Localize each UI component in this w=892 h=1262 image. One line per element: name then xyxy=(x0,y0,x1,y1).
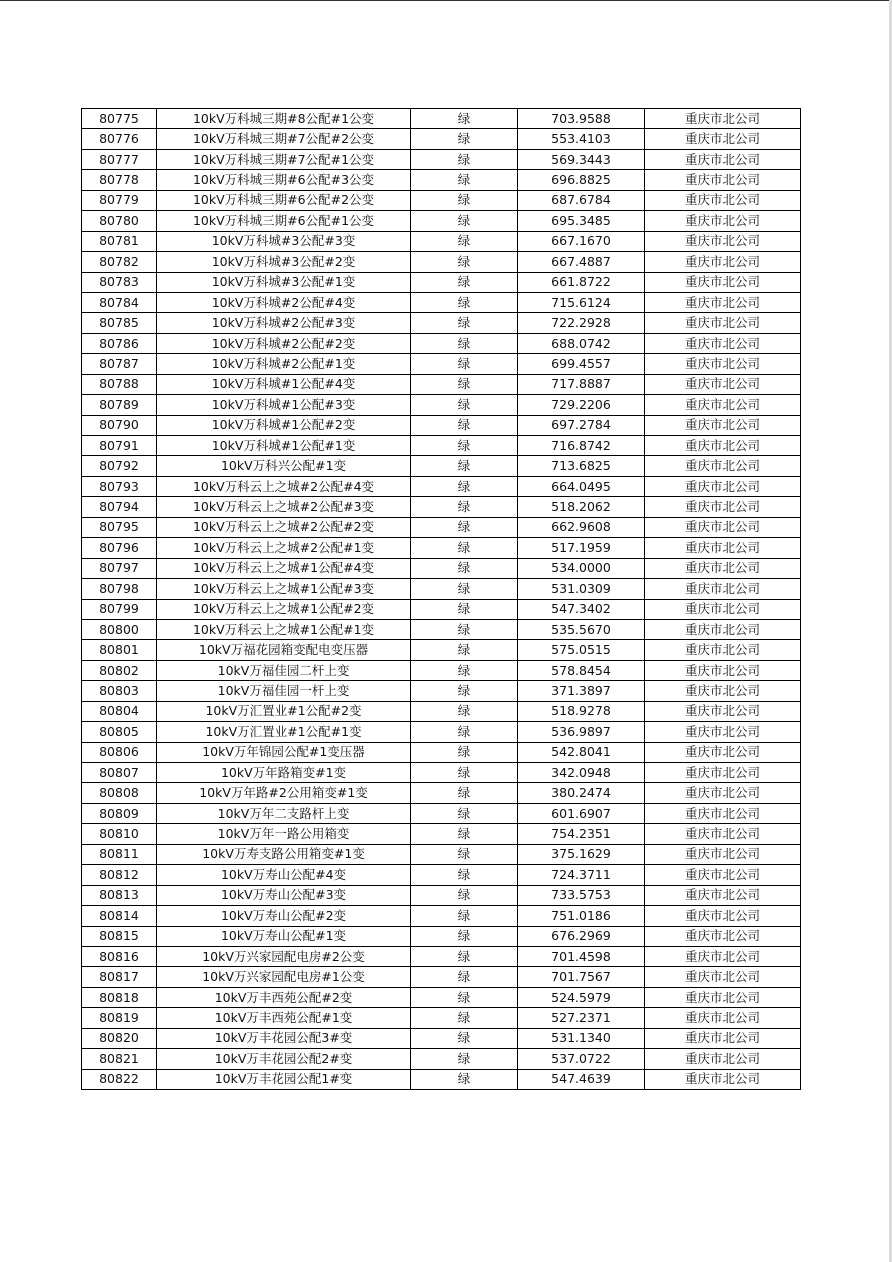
status-color-cell: 绿 xyxy=(411,803,518,823)
transformer-name-cell: 10kV万科云上之城#1公配#4变 xyxy=(157,558,411,578)
row-id-cell: 80775 xyxy=(82,109,157,129)
transformer-name-cell: 10kV万丰花园公配1#变 xyxy=(157,1069,411,1089)
company-cell: 重庆市北公司 xyxy=(645,1069,801,1089)
status-color-cell: 绿 xyxy=(411,579,518,599)
company-cell: 重庆市北公司 xyxy=(645,252,801,272)
table-row xyxy=(82,292,801,312)
transformer-name-cell: 10kV万福佳园一杆上变 xyxy=(157,681,411,701)
table-row xyxy=(82,436,801,456)
transformer-name-cell: 10kV万汇置业#1公配#1变 xyxy=(157,722,411,742)
row-id-cell: 80786 xyxy=(82,333,157,353)
company-cell: 重庆市北公司 xyxy=(645,681,801,701)
table-row xyxy=(82,660,801,680)
table-row xyxy=(82,987,801,1007)
status-color-cell: 绿 xyxy=(411,456,518,476)
company-cell: 重庆市北公司 xyxy=(645,292,801,312)
company-cell: 重庆市北公司 xyxy=(645,701,801,721)
value-cell: 342.0948 xyxy=(518,763,645,783)
value-cell: 688.0742 xyxy=(518,333,645,353)
row-id-cell: 80790 xyxy=(82,415,157,435)
company-cell: 重庆市北公司 xyxy=(645,783,801,803)
table-row xyxy=(82,906,801,926)
row-id-cell: 80791 xyxy=(82,436,157,456)
table-row xyxy=(82,844,801,864)
status-color-cell: 绿 xyxy=(411,926,518,946)
value-cell: 701.7567 xyxy=(518,967,645,987)
row-id-cell: 80813 xyxy=(82,885,157,905)
table-row xyxy=(82,170,801,190)
table-row xyxy=(82,1069,801,1089)
transformer-name-cell: 10kV万年路箱变#1变 xyxy=(157,763,411,783)
table-body xyxy=(82,109,801,1090)
company-cell: 重庆市北公司 xyxy=(645,722,801,742)
transformer-name-cell: 10kV万科城#1公配#4变 xyxy=(157,374,411,394)
transformer-name-cell: 10kV万科城#2公配#2变 xyxy=(157,333,411,353)
status-color-cell: 绿 xyxy=(411,1028,518,1048)
page-top-border xyxy=(0,0,892,1)
status-color-cell: 绿 xyxy=(411,640,518,660)
company-cell: 重庆市北公司 xyxy=(645,763,801,783)
table-row xyxy=(82,763,801,783)
row-id-cell: 80814 xyxy=(82,906,157,926)
table-row xyxy=(82,538,801,558)
table-row xyxy=(82,619,801,639)
company-cell: 重庆市北公司 xyxy=(645,599,801,619)
company-cell: 重庆市北公司 xyxy=(645,231,801,251)
value-cell: 703.9588 xyxy=(518,109,645,129)
value-cell: 535.5670 xyxy=(518,619,645,639)
status-color-cell: 绿 xyxy=(411,1049,518,1069)
company-cell: 重庆市北公司 xyxy=(645,967,801,987)
company-cell: 重庆市北公司 xyxy=(645,619,801,639)
row-id-cell: 80817 xyxy=(82,967,157,987)
value-cell: 695.3485 xyxy=(518,211,645,231)
transformer-name-cell: 10kV万寿山公配#4变 xyxy=(157,865,411,885)
row-id-cell: 80801 xyxy=(82,640,157,660)
row-id-cell: 80803 xyxy=(82,681,157,701)
value-cell: 380.2474 xyxy=(518,783,645,803)
status-color-cell: 绿 xyxy=(411,742,518,762)
table-row xyxy=(82,865,801,885)
row-id-cell: 80811 xyxy=(82,844,157,864)
value-cell: 542.8041 xyxy=(518,742,645,762)
status-color-cell: 绿 xyxy=(411,538,518,558)
table-row xyxy=(82,1028,801,1048)
table-row xyxy=(82,926,801,946)
transformer-name-cell: 10kV万丰西苑公配#1变 xyxy=(157,1008,411,1028)
row-id-cell: 80821 xyxy=(82,1049,157,1069)
table-row xyxy=(82,681,801,701)
row-id-cell: 80796 xyxy=(82,538,157,558)
transformer-name-cell: 10kV万丰西苑公配#2变 xyxy=(157,987,411,1007)
value-cell: 531.1340 xyxy=(518,1028,645,1048)
table-row xyxy=(82,272,801,292)
transformer-name-cell: 10kV万年二支路杆上变 xyxy=(157,803,411,823)
status-color-cell: 绿 xyxy=(411,374,518,394)
value-cell: 518.9278 xyxy=(518,701,645,721)
table-row xyxy=(82,701,801,721)
value-cell: 722.2928 xyxy=(518,313,645,333)
company-cell: 重庆市北公司 xyxy=(645,149,801,169)
transformer-name-cell: 10kV万年路#2公用箱变#1变 xyxy=(157,783,411,803)
transformer-name-cell: 10kV万丰花园公配2#变 xyxy=(157,1049,411,1069)
value-cell: 569.3443 xyxy=(518,149,645,169)
row-id-cell: 80788 xyxy=(82,374,157,394)
table-row xyxy=(82,333,801,353)
row-id-cell: 80815 xyxy=(82,926,157,946)
value-cell: 524.5979 xyxy=(518,987,645,1007)
value-cell: 601.6907 xyxy=(518,803,645,823)
row-id-cell: 80822 xyxy=(82,1069,157,1089)
value-cell: 701.4598 xyxy=(518,946,645,966)
transformer-name-cell: 10kV万科城三期#7公配#1公变 xyxy=(157,149,411,169)
status-color-cell: 绿 xyxy=(411,476,518,496)
company-cell: 重庆市北公司 xyxy=(645,109,801,129)
table-row xyxy=(82,558,801,578)
company-cell: 重庆市北公司 xyxy=(645,742,801,762)
table-row xyxy=(82,149,801,169)
value-cell: 662.9608 xyxy=(518,517,645,537)
row-id-cell: 80805 xyxy=(82,722,157,742)
status-color-cell: 绿 xyxy=(411,619,518,639)
transformer-name-cell: 10kV万科城三期#6公配#3公变 xyxy=(157,170,411,190)
company-cell: 重庆市北公司 xyxy=(645,190,801,210)
row-id-cell: 80777 xyxy=(82,149,157,169)
value-cell: 687.6784 xyxy=(518,190,645,210)
transformer-name-cell: 10kV万科城#1公配#3变 xyxy=(157,395,411,415)
row-id-cell: 80783 xyxy=(82,272,157,292)
transformer-name-cell: 10kV万寿山公配#3变 xyxy=(157,885,411,905)
table-row xyxy=(82,497,801,517)
value-cell: 751.0186 xyxy=(518,906,645,926)
status-color-cell: 绿 xyxy=(411,129,518,149)
transformer-name-cell: 10kV万科云上之城#1公配#3变 xyxy=(157,579,411,599)
company-cell: 重庆市北公司 xyxy=(645,1028,801,1048)
transformer-name-cell: 10kV万科云上之城#2公配#3变 xyxy=(157,497,411,517)
row-id-cell: 80810 xyxy=(82,824,157,844)
company-cell: 重庆市北公司 xyxy=(645,272,801,292)
status-color-cell: 绿 xyxy=(411,946,518,966)
value-cell: 578.8454 xyxy=(518,660,645,680)
table-row xyxy=(82,313,801,333)
table-row xyxy=(82,885,801,905)
status-color-cell: 绿 xyxy=(411,987,518,1007)
value-cell: 664.0495 xyxy=(518,476,645,496)
value-cell: 547.3402 xyxy=(518,599,645,619)
transformer-name-cell: 10kV万科城#1公配#2变 xyxy=(157,415,411,435)
status-color-cell: 绿 xyxy=(411,1008,518,1028)
row-id-cell: 80799 xyxy=(82,599,157,619)
company-cell: 重庆市北公司 xyxy=(645,1049,801,1069)
transformer-name-cell: 10kV万兴家园配电房#1公变 xyxy=(157,967,411,987)
table-row xyxy=(82,742,801,762)
row-id-cell: 80779 xyxy=(82,190,157,210)
transformer-name-cell: 10kV万科城#3公配#2变 xyxy=(157,252,411,272)
status-color-cell: 绿 xyxy=(411,292,518,312)
table-row xyxy=(82,722,801,742)
value-cell: 667.4887 xyxy=(518,252,645,272)
transformer-name-cell: 10kV万科城三期#6公配#1公变 xyxy=(157,211,411,231)
status-color-cell: 绿 xyxy=(411,149,518,169)
status-color-cell: 绿 xyxy=(411,844,518,864)
status-color-cell: 绿 xyxy=(411,824,518,844)
company-cell: 重庆市北公司 xyxy=(645,170,801,190)
value-cell: 534.0000 xyxy=(518,558,645,578)
value-cell: 371.3897 xyxy=(518,681,645,701)
value-cell: 527.2371 xyxy=(518,1008,645,1028)
transformer-name-cell: 10kV万科城#2公配#4变 xyxy=(157,292,411,312)
status-color-cell: 绿 xyxy=(411,885,518,905)
table-row xyxy=(82,967,801,987)
transformer-name-cell: 10kV万寿支路公用箱变#1变 xyxy=(157,844,411,864)
transformer-name-cell: 10kV万福佳园二杆上变 xyxy=(157,660,411,680)
row-id-cell: 80785 xyxy=(82,313,157,333)
company-cell: 重庆市北公司 xyxy=(645,456,801,476)
value-cell: 696.8825 xyxy=(518,170,645,190)
row-id-cell: 80793 xyxy=(82,476,157,496)
value-cell: 667.1670 xyxy=(518,231,645,251)
transformer-name-cell: 10kV万科兴公配#1变 xyxy=(157,456,411,476)
transformer-name-cell: 10kV万寿山公配#1变 xyxy=(157,926,411,946)
transformer-name-cell: 10kV万科云上之城#2公配#2变 xyxy=(157,517,411,537)
row-id-cell: 80780 xyxy=(82,211,157,231)
company-cell: 重庆市北公司 xyxy=(645,844,801,864)
status-color-cell: 绿 xyxy=(411,415,518,435)
status-color-cell: 绿 xyxy=(411,395,518,415)
table-row xyxy=(82,415,801,435)
company-cell: 重庆市北公司 xyxy=(645,497,801,517)
status-color-cell: 绿 xyxy=(411,313,518,333)
status-color-cell: 绿 xyxy=(411,906,518,926)
status-color-cell: 绿 xyxy=(411,660,518,680)
company-cell: 重庆市北公司 xyxy=(645,579,801,599)
status-color-cell: 绿 xyxy=(411,701,518,721)
row-id-cell: 80804 xyxy=(82,701,157,721)
transformer-name-cell: 10kV万福花园箱变配电变压器 xyxy=(157,640,411,660)
company-cell: 重庆市北公司 xyxy=(645,558,801,578)
company-cell: 重庆市北公司 xyxy=(645,824,801,844)
value-cell: 547.4639 xyxy=(518,1069,645,1089)
transformer-name-cell: 10kV万科城三期#7公配#2公变 xyxy=(157,129,411,149)
table-row xyxy=(82,824,801,844)
value-cell: 517.1959 xyxy=(518,538,645,558)
row-id-cell: 80808 xyxy=(82,783,157,803)
status-color-cell: 绿 xyxy=(411,722,518,742)
transformer-name-cell: 10kV万年一路公用箱变 xyxy=(157,824,411,844)
value-cell: 575.0515 xyxy=(518,640,645,660)
row-id-cell: 80781 xyxy=(82,231,157,251)
transformer-name-cell: 10kV万科云上之城#1公配#2变 xyxy=(157,599,411,619)
company-cell: 重庆市北公司 xyxy=(645,885,801,905)
company-cell: 重庆市北公司 xyxy=(645,313,801,333)
row-id-cell: 80778 xyxy=(82,170,157,190)
company-cell: 重庆市北公司 xyxy=(645,395,801,415)
status-color-cell: 绿 xyxy=(411,190,518,210)
table-row xyxy=(82,374,801,394)
transformer-name-cell: 10kV万汇置业#1公配#2变 xyxy=(157,701,411,721)
transformer-name-cell: 10kV万科云上之城#1公配#1变 xyxy=(157,619,411,639)
row-id-cell: 80807 xyxy=(82,763,157,783)
status-color-cell: 绿 xyxy=(411,109,518,129)
table-row xyxy=(82,640,801,660)
row-id-cell: 80794 xyxy=(82,497,157,517)
table-row xyxy=(82,783,801,803)
row-id-cell: 80784 xyxy=(82,292,157,312)
transformer-name-cell: 10kV万科云上之城#2公配#4变 xyxy=(157,476,411,496)
table-row xyxy=(82,395,801,415)
company-cell: 重庆市北公司 xyxy=(645,987,801,1007)
transformer-name-cell: 10kV万科城#3公配#1变 xyxy=(157,272,411,292)
transformer-name-cell: 10kV万兴家园配电房#2公变 xyxy=(157,946,411,966)
value-cell: 729.2206 xyxy=(518,395,645,415)
table-row xyxy=(82,354,801,374)
value-cell: 715.6124 xyxy=(518,292,645,312)
company-cell: 重庆市北公司 xyxy=(645,374,801,394)
status-color-cell: 绿 xyxy=(411,599,518,619)
company-cell: 重庆市北公司 xyxy=(645,129,801,149)
status-color-cell: 绿 xyxy=(411,252,518,272)
table-row xyxy=(82,190,801,210)
company-cell: 重庆市北公司 xyxy=(645,865,801,885)
row-id-cell: 80806 xyxy=(82,742,157,762)
row-id-cell: 80792 xyxy=(82,456,157,476)
status-color-cell: 绿 xyxy=(411,783,518,803)
value-cell: 724.3711 xyxy=(518,865,645,885)
row-id-cell: 80812 xyxy=(82,865,157,885)
value-cell: 697.2784 xyxy=(518,415,645,435)
value-cell: 531.0309 xyxy=(518,579,645,599)
table-row xyxy=(82,231,801,251)
company-cell: 重庆市北公司 xyxy=(645,538,801,558)
row-id-cell: 80798 xyxy=(82,579,157,599)
transformer-name-cell: 10kV万科城#2公配#1变 xyxy=(157,354,411,374)
row-id-cell: 80820 xyxy=(82,1028,157,1048)
row-id-cell: 80797 xyxy=(82,558,157,578)
table-row xyxy=(82,252,801,272)
value-cell: 375.1629 xyxy=(518,844,645,864)
transformer-name-cell: 10kV万科城三期#8公配#1公变 xyxy=(157,109,411,129)
status-color-cell: 绿 xyxy=(411,497,518,517)
value-cell: 716.8742 xyxy=(518,436,645,456)
company-cell: 重庆市北公司 xyxy=(645,1008,801,1028)
value-cell: 733.5753 xyxy=(518,885,645,905)
company-cell: 重庆市北公司 xyxy=(645,476,801,496)
row-id-cell: 80802 xyxy=(82,660,157,680)
table-row xyxy=(82,579,801,599)
company-cell: 重庆市北公司 xyxy=(645,211,801,231)
company-cell: 重庆市北公司 xyxy=(645,333,801,353)
transformer-name-cell: 10kV万科云上之城#2公配#1变 xyxy=(157,538,411,558)
status-color-cell: 绿 xyxy=(411,865,518,885)
company-cell: 重庆市北公司 xyxy=(645,906,801,926)
company-cell: 重庆市北公司 xyxy=(645,415,801,435)
table-row xyxy=(82,211,801,231)
value-cell: 553.4103 xyxy=(518,129,645,149)
value-cell: 699.4557 xyxy=(518,354,645,374)
table-row xyxy=(82,109,801,129)
transformer-name-cell: 10kV万科城#3公配#3变 xyxy=(157,231,411,251)
row-id-cell: 80776 xyxy=(82,129,157,149)
status-color-cell: 绿 xyxy=(411,517,518,537)
row-id-cell: 80816 xyxy=(82,946,157,966)
status-color-cell: 绿 xyxy=(411,333,518,353)
value-cell: 754.2351 xyxy=(518,824,645,844)
company-cell: 重庆市北公司 xyxy=(645,660,801,680)
status-color-cell: 绿 xyxy=(411,231,518,251)
transformer-name-cell: 10kV万年锦园公配#1变压器 xyxy=(157,742,411,762)
row-id-cell: 80800 xyxy=(82,619,157,639)
transformer-name-cell: 10kV万寿山公配#2变 xyxy=(157,906,411,926)
company-cell: 重庆市北公司 xyxy=(645,640,801,660)
table-row xyxy=(82,476,801,496)
table-row xyxy=(82,1008,801,1028)
company-cell: 重庆市北公司 xyxy=(645,517,801,537)
status-color-cell: 绿 xyxy=(411,558,518,578)
row-id-cell: 80795 xyxy=(82,517,157,537)
table-row xyxy=(82,803,801,823)
status-color-cell: 绿 xyxy=(411,967,518,987)
row-id-cell: 80782 xyxy=(82,252,157,272)
company-cell: 重庆市北公司 xyxy=(645,946,801,966)
value-cell: 518.2062 xyxy=(518,497,645,517)
status-color-cell: 绿 xyxy=(411,272,518,292)
value-cell: 676.2969 xyxy=(518,926,645,946)
status-color-cell: 绿 xyxy=(411,1069,518,1089)
table-row xyxy=(82,599,801,619)
status-color-cell: 绿 xyxy=(411,681,518,701)
status-color-cell: 绿 xyxy=(411,436,518,456)
value-cell: 661.8722 xyxy=(518,272,645,292)
status-color-cell: 绿 xyxy=(411,211,518,231)
row-id-cell: 80818 xyxy=(82,987,157,1007)
table-row xyxy=(82,1049,801,1069)
company-cell: 重庆市北公司 xyxy=(645,803,801,823)
status-color-cell: 绿 xyxy=(411,763,518,783)
company-cell: 重庆市北公司 xyxy=(645,926,801,946)
transformer-name-cell: 10kV万丰花园公配3#变 xyxy=(157,1028,411,1048)
value-cell: 717.8887 xyxy=(518,374,645,394)
company-cell: 重庆市北公司 xyxy=(645,436,801,456)
status-color-cell: 绿 xyxy=(411,170,518,190)
table-row xyxy=(82,946,801,966)
table-row xyxy=(82,129,801,149)
table-row xyxy=(82,456,801,476)
transformer-name-cell: 10kV万科城#1公配#1变 xyxy=(157,436,411,456)
value-cell: 536.9897 xyxy=(518,722,645,742)
status-color-cell: 绿 xyxy=(411,354,518,374)
row-id-cell: 80819 xyxy=(82,1008,157,1028)
transformer-name-cell: 10kV万科城三期#6公配#2公变 xyxy=(157,190,411,210)
value-cell: 713.6825 xyxy=(518,456,645,476)
row-id-cell: 80787 xyxy=(82,354,157,374)
value-cell: 537.0722 xyxy=(518,1049,645,1069)
row-id-cell: 80789 xyxy=(82,395,157,415)
transformer-name-cell: 10kV万科城#2公配#3变 xyxy=(157,313,411,333)
company-cell: 重庆市北公司 xyxy=(645,354,801,374)
row-id-cell: 80809 xyxy=(82,803,157,823)
table-row xyxy=(82,517,801,537)
data-table xyxy=(81,108,801,1090)
